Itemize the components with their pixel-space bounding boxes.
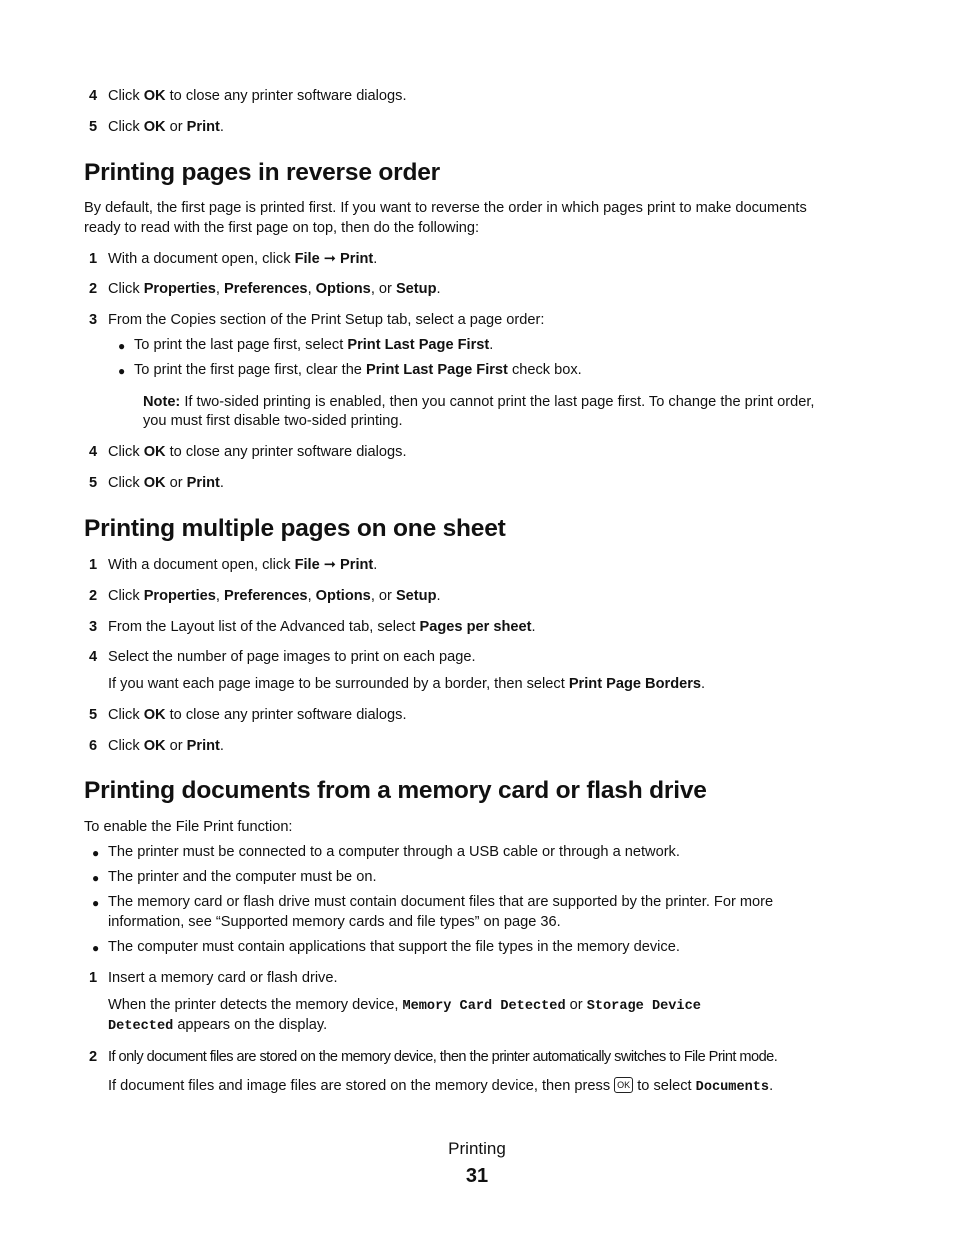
page-number: 31 (465, 1165, 489, 1187)
arrow-icon: ➞ (319, 557, 341, 573)
bullet-icon: ● (92, 871, 100, 885)
bullet-icon: ● (118, 364, 126, 378)
bullet-icon: ● (92, 941, 100, 955)
bullet-icon: ● (92, 846, 100, 860)
heading-reverse-order: Printing pages in reverse order (84, 159, 440, 186)
heading-multiple-pages: Printing multiple pages on one sheet (84, 515, 506, 542)
ok-button-icon: OK (614, 1077, 633, 1093)
bullet-icon: ● (92, 896, 100, 910)
arrow-icon: ➞ (319, 251, 341, 267)
note-label: Note: (143, 394, 181, 410)
footer-section-title: Printing (448, 1139, 506, 1158)
heading-memory-card: Printing documents from a memory card or flash drive (84, 777, 707, 804)
bullet-icon: ● (118, 339, 126, 353)
